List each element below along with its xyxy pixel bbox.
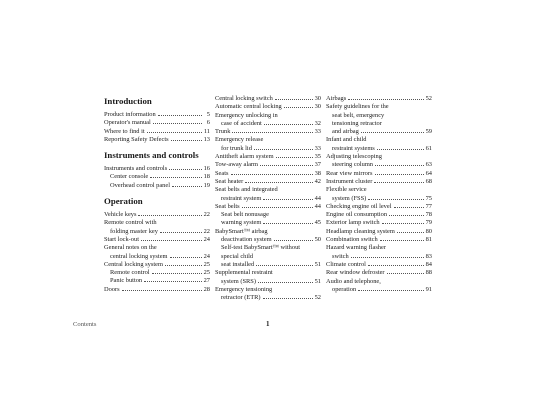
section-heading-introduction: Introduction (104, 96, 152, 106)
toc-page-number: 6 (206, 119, 210, 127)
toc-entry-seats[interactable] (215, 170, 321, 178)
toc-page-number: 45 (314, 219, 321, 227)
dot-leader (122, 290, 202, 291)
toc-entry-text: Exterior lamp switch (326, 219, 380, 227)
toc-entry-adjusting-telescoping-steering-column[interactable] (326, 153, 432, 170)
toc-entry-vehicle-keys[interactable] (104, 211, 210, 219)
toc-page-number: 44 (314, 202, 321, 210)
toc-entry-emergency-release-for-trunk-lid[interactable] (215, 136, 321, 153)
dot-leader (256, 265, 313, 266)
toc-page-number: 51 (314, 260, 321, 268)
dot-leader (394, 207, 425, 208)
toc-entry-infant-and-child-restraint-systems[interactable] (326, 136, 432, 153)
toc-entry-seat-belts-and-integrated-restraint-system[interactable] (215, 186, 321, 203)
toc-entry-text: Vehicle keys (104, 211, 137, 219)
toc-entry-text: Headlamp cleaning system (326, 227, 395, 235)
toc-entry-text: Airbags (326, 95, 347, 102)
toc-page-number: 13 (203, 135, 210, 143)
toc-entry-emergency-tensioning-retractor-etr[interactable] (215, 286, 321, 303)
toc-entry-text: Seat heater (215, 177, 244, 185)
toc-entry-seat-heater[interactable] (215, 178, 321, 186)
toc-entry-seat-belts[interactable] (215, 203, 321, 211)
dot-leader (274, 240, 313, 241)
toc-entry-text: Tow-away alarm (215, 161, 259, 169)
toc-entry-text: Seat belts and integrated (215, 186, 278, 194)
toc-page-number: 52 (425, 95, 432, 102)
dot-leader (260, 165, 313, 166)
toc-entry-start-lock-out[interactable] (104, 236, 210, 244)
dot-leader (263, 298, 313, 299)
toc-entry-operator-s-manual[interactable] (104, 119, 210, 127)
toc-page-number: 30 (314, 95, 321, 102)
toc-page-number: 22 (203, 211, 210, 219)
dot-leader (375, 165, 424, 166)
toc-entry-text: steering column (332, 161, 373, 169)
dot-leader (263, 223, 313, 224)
toc-page-number: 19 (203, 181, 210, 189)
dot-leader (258, 282, 313, 283)
toc-entry-hazard-warning-flasher-switch[interactable] (326, 244, 432, 261)
dot-leader (138, 215, 202, 216)
toc-entry-text: Rear window defroster (326, 269, 385, 277)
toc-entry-text: case of accident (221, 119, 262, 127)
toc-entry-text: Adjusting telescoping (326, 153, 382, 161)
toc-page-number: 75 (425, 194, 432, 202)
toc-entry-remote-control-with-folding-master-key[interactable] (104, 219, 210, 236)
toc-entry-tow-away-alarm[interactable] (215, 161, 321, 169)
toc-entry-text: Infant and child (326, 136, 367, 144)
toc-entry-text: warning system (221, 219, 262, 227)
toc-page-number: 28 (203, 285, 210, 293)
toc-entry-self-test-babysmart-without-special-child-seat-installed[interactable] (215, 244, 321, 269)
toc-entry-rear-window-defroster[interactable] (326, 269, 432, 277)
toc-page-number: 25 (203, 269, 210, 277)
section-heading-instruments-and-controls: Instruments and controls (104, 150, 199, 161)
toc-entry-supplemental-restraint-system-srs[interactable] (215, 269, 321, 286)
toc-entry-text: Hazard warning flasher (326, 244, 386, 252)
toc-entry-text: Flexible service (326, 186, 367, 194)
toc-page-number: 38 (314, 169, 321, 177)
toc-page-number: 16 (203, 165, 210, 173)
dot-leader (351, 257, 424, 258)
dot-leader (382, 223, 424, 224)
toc-entry-text: system (FSS) (332, 194, 367, 202)
toc-entry-babysmart-airbag-deactivation-system[interactable] (215, 228, 321, 245)
toc-page-number: 22 (203, 227, 210, 235)
dot-leader (158, 115, 202, 116)
toc-entry-emergency-unlocking-in-case-of-accident[interactable] (215, 112, 321, 129)
toc-page-number: 42 (314, 177, 321, 185)
toc-entry-automatic-central-locking[interactable] (215, 103, 321, 111)
toc-page-number: 33 (314, 128, 321, 136)
toc-entry-combination-switch[interactable] (326, 236, 432, 244)
toc-entry-trunk[interactable] (215, 128, 321, 136)
toc-entry-text: Self-test BabySmart™ without (221, 244, 301, 252)
toc-entry-headlamp-cleaning-system[interactable] (326, 228, 432, 236)
toc-page-number: 5 (206, 111, 210, 118)
dot-leader (387, 273, 424, 274)
toc-entry-flexible-service-system-fss[interactable] (326, 186, 432, 203)
toc-page-number: 68 (425, 177, 432, 185)
toc-entry-text: Audio and telephone, (326, 277, 381, 285)
dot-leader (361, 132, 424, 133)
toc-entry-text: General notes on the (104, 244, 157, 252)
toc-entry-text: Center console (110, 173, 149, 181)
toc-page-number: 27 (203, 277, 210, 285)
toc-entry-text: Combination switch (326, 236, 378, 244)
toc-page-number: 77 (425, 202, 432, 210)
toc-entry-text: Product information (104, 111, 156, 118)
toc-entry-text: Remote control (110, 269, 150, 277)
toc-entry-instruments-and-controls[interactable] (104, 165, 210, 173)
dot-leader (368, 199, 424, 200)
dot-leader (374, 182, 424, 183)
toc-page-number: 44 (314, 194, 321, 202)
dot-leader (348, 99, 424, 100)
section-heading-operation: Operation (104, 196, 143, 207)
toc-page-number: 61 (425, 144, 432, 152)
toc-entry-text: Start lock-out (104, 235, 139, 243)
toc-entry-text: seat belt, emergency (332, 111, 385, 119)
toc-entry-text: central locking system (110, 252, 168, 260)
toc-entry-text: system (SRS) (221, 277, 256, 285)
toc-entry-remote-control[interactable] (104, 269, 210, 277)
toc-entry-product-information[interactable] (104, 111, 210, 119)
footer-section-label: Contents (73, 321, 97, 328)
toc-entry-text: Seats (215, 169, 229, 177)
toc-entry-text: deactivation system (221, 236, 272, 244)
dot-leader (147, 132, 202, 133)
dot-leader (170, 257, 202, 258)
toc-entry-text: special child (221, 252, 254, 260)
toc-page-number: 11 (203, 127, 210, 135)
toc-entry-text: Operator's manual (104, 119, 151, 127)
toc-entry-antitheft-alarm-system[interactable] (215, 153, 321, 161)
toc-entry-text: BabySmart™ airbag (215, 227, 268, 235)
toc-entry-text: Where to find it (104, 127, 145, 135)
toc-entry-panic-button[interactable] (104, 277, 210, 285)
toc-entry-overhead-control-panel[interactable] (104, 182, 210, 190)
toc-entry-exterior-lamp-switch[interactable] (326, 219, 432, 227)
dot-leader (375, 174, 425, 175)
dot-leader (284, 107, 313, 108)
dot-leader (231, 174, 314, 175)
toc-entry-text: Emergency unlocking in (215, 111, 278, 119)
toc-entry-text: Instrument cluster (326, 177, 373, 185)
toc-entry-text: Central locking system (104, 260, 163, 268)
toc-page-number: 84 (425, 260, 432, 268)
toc-entry-text: Panic button (110, 277, 143, 285)
dot-leader (172, 186, 202, 187)
toc-entry-text: seat installed (221, 260, 255, 268)
toc-entry-text: Checking engine oil level (326, 202, 392, 210)
toc-entry-text: Trunk (215, 128, 231, 136)
toc-entry-text: Supplemental restraint (215, 269, 273, 277)
toc-page-number: 18 (203, 173, 210, 181)
dot-leader (169, 169, 202, 170)
toc-column-2 (215, 95, 321, 302)
toc-page-number: 52 (314, 294, 321, 302)
toc-page-number: 51 (314, 277, 321, 285)
dot-leader (368, 265, 424, 266)
toc-entry-reporting-safety-defects[interactable] (104, 136, 210, 144)
toc-entry-text: Reporting Safety Defects (104, 135, 169, 143)
toc-entry-text: Automatic central locking (215, 103, 282, 111)
toc-entry-where-to-find-it[interactable] (104, 128, 210, 136)
toc-page-number: 25 (203, 260, 210, 268)
dot-leader (276, 157, 313, 158)
toc-entry-checking-engine-oil-level[interactable] (326, 203, 432, 211)
toc-entry-audio-and-telephone-operation[interactable] (326, 278, 432, 295)
toc-entry-text: Overhead control panel (110, 181, 170, 189)
dot-leader (254, 149, 313, 150)
toc-entry-text: operation (332, 285, 357, 293)
toc-entry-seat-belt-nonusage-warning-system[interactable] (215, 211, 321, 228)
toc-entry-text: Seat belts (215, 202, 240, 210)
toc-column-3 (326, 95, 432, 294)
toc-entry-text: Emergency tensioning (215, 285, 273, 293)
section-spacer (104, 190, 210, 195)
toc-page-number: 88 (425, 269, 432, 277)
dot-leader (380, 240, 424, 241)
dot-leader (171, 140, 202, 141)
toc-entry-text: switch (332, 252, 349, 260)
toc-page-number: 59 (425, 128, 432, 136)
toc-column-1 (104, 95, 210, 294)
toc-page-number: 35 (314, 153, 321, 161)
dot-leader (232, 132, 313, 133)
toc-page-number: 30 (314, 103, 321, 111)
dot-leader (160, 232, 202, 233)
toc-entry-text: Instruments and controls (104, 165, 168, 173)
dot-leader (389, 215, 424, 216)
toc-entry-rear-view-mirrors[interactable] (326, 170, 432, 178)
toc-page-number: 80 (425, 227, 432, 235)
dot-leader (165, 265, 202, 266)
toc-entry-text: and airbag (332, 128, 359, 136)
toc-page-number: 37 (314, 161, 321, 169)
toc-page-number: 33 (314, 144, 321, 152)
toc-entry-general-notes-on-the-central-locking-system[interactable] (104, 244, 210, 261)
toc-entry-text: Antitheft alarm system (215, 153, 274, 161)
dot-leader (358, 290, 424, 291)
dot-leader (141, 240, 202, 241)
toc-page-number: 64 (425, 169, 432, 177)
toc-entry-text: Seat belt nonusage (221, 211, 269, 219)
dot-leader (153, 123, 202, 124)
toc-entry-text: Rear view mirrors (326, 169, 373, 177)
toc-page-number: 63 (425, 161, 432, 169)
dot-leader (245, 182, 313, 183)
toc-entry-text: folding master key (110, 227, 158, 235)
toc-entry-text: for trunk lid (221, 144, 252, 152)
toc-page-number: 24 (203, 235, 210, 243)
dot-leader (152, 273, 202, 274)
toc-page-number: 81 (425, 236, 432, 244)
toc-entry-engine-oil-consumption[interactable] (326, 211, 432, 219)
toc-entry-text: Engine oil consumption (326, 211, 388, 219)
toc-page-number: 24 (203, 252, 210, 260)
toc-entry-text: Remote control with (104, 219, 157, 227)
dot-leader (377, 149, 424, 150)
toc-page-number: 32 (314, 119, 321, 127)
dot-leader (150, 177, 202, 178)
dot-leader (275, 99, 313, 100)
toc-entry-airbags[interactable] (326, 95, 432, 103)
section-spacer (104, 144, 210, 149)
toc-entry-text: restraint systems (332, 144, 375, 152)
toc-entry-safety-guidelines-for-the-seat-belt-emergency-tensioning-retractor-and-airbag[interactable] (326, 103, 432, 136)
toc-entry-instrument-cluster[interactable] (326, 178, 432, 186)
toc-entry-text: Doors (104, 285, 120, 293)
dot-leader (242, 207, 313, 208)
toc-entry-text: Emergency release (215, 136, 264, 144)
toc-page-number: 50 (314, 236, 321, 244)
toc-page-number: 83 (425, 252, 432, 260)
toc-entry-climate-control[interactable] (326, 261, 432, 269)
toc-entry-text: Climate control (326, 260, 366, 268)
dot-leader (264, 124, 313, 125)
toc-entry-text: Safety guidelines for the (326, 103, 389, 111)
toc-entry-central-locking-switch[interactable] (215, 95, 321, 103)
dot-leader (144, 281, 202, 282)
toc-entry-center-console[interactable] (104, 173, 210, 181)
toc-page-number: 91 (425, 285, 432, 293)
toc-page-number: 78 (425, 211, 432, 219)
toc-entry-text: Central locking switch (215, 95, 273, 102)
toc-entry-text: retractor (ETR) (221, 294, 261, 302)
toc-entry-central-locking-system[interactable] (104, 261, 210, 269)
toc-entry-text: tensioning retractor (332, 119, 382, 127)
dot-leader (263, 199, 313, 200)
page-number: 1 (266, 320, 270, 328)
dot-leader (397, 232, 424, 233)
toc-page-number: 79 (425, 219, 432, 227)
toc-entry-doors[interactable] (104, 286, 210, 294)
toc-entry-text: restraint system (221, 194, 262, 202)
